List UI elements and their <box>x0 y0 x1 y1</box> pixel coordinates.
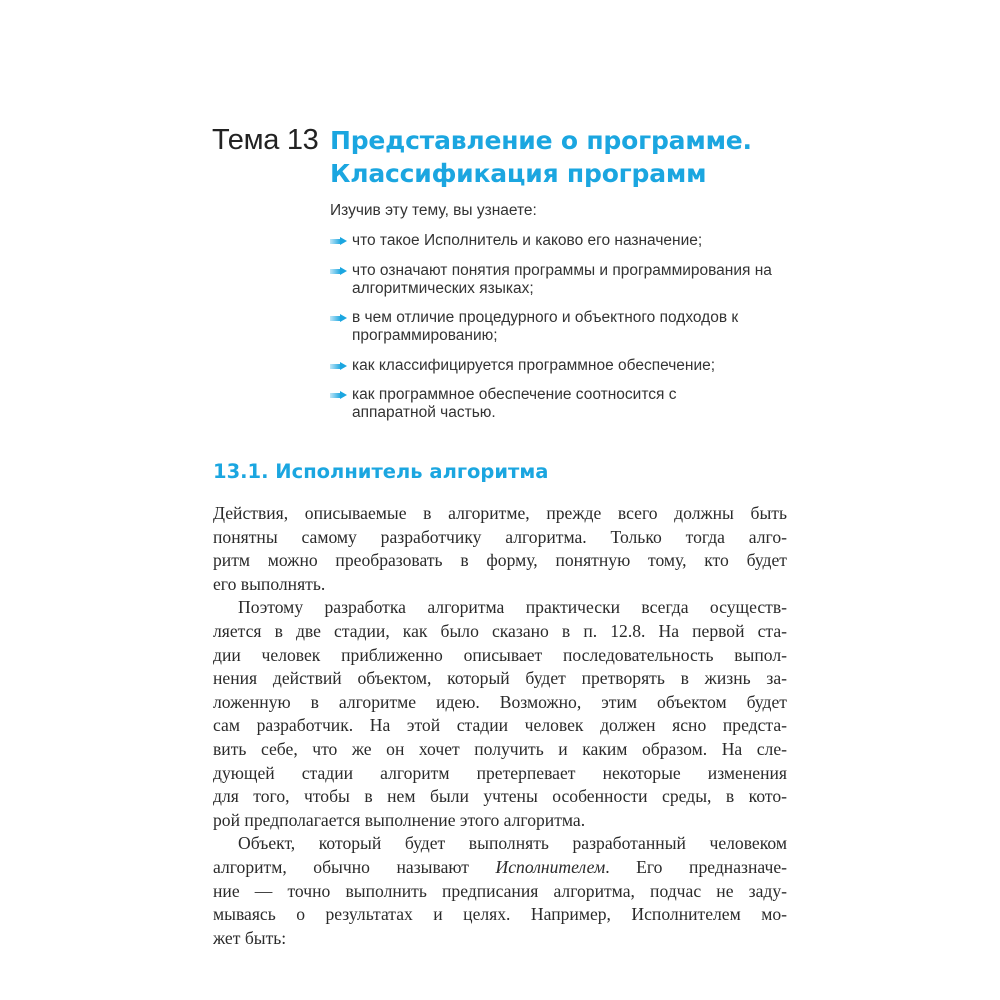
list-item <box>330 262 800 298</box>
topic-title <box>330 124 752 190</box>
list-item-text: как классифицируется программное обеспечение; <box>352 356 716 374</box>
text-line <box>213 856 787 880</box>
arrow-right-icon <box>330 391 347 399</box>
learning-objectives-list <box>330 232 800 434</box>
intro-lead: Изучив эту тему, вы узнаете: <box>330 202 537 219</box>
topic-title-line: Классификация программ <box>330 159 707 188</box>
paragraph <box>213 832 787 950</box>
text-line: для того, чтобы в нем были учтены особенности среды, в кото- <box>213 786 787 807</box>
text-line: ние — точно выполнить предписания алгоритма, подчас не заду- <box>213 880 787 901</box>
text-line: вить себе, что же он хочет получить и каким образом. На сле- <box>213 738 787 759</box>
text-line: рой предполагается выполнение этого алгоритма. <box>213 809 586 830</box>
paragraph <box>213 502 787 596</box>
paragraph <box>213 596 787 832</box>
arrow-right-icon <box>330 267 347 275</box>
text-line: его выполнять. <box>213 573 326 594</box>
body-text <box>213 502 787 950</box>
list-item-text: что означают понятия программы и программирования на алгоритмических языках; <box>352 261 772 297</box>
list-item-text: в чем отличие процедурного и объектного подходов к программированию; <box>352 309 739 344</box>
text-line: ляется в две стадии, как было сказано в п. 12.8. На первой ста- <box>213 620 787 641</box>
arrow-right-icon <box>330 314 347 322</box>
arrow-right-icon <box>330 237 347 245</box>
topic-title-line: Представление о программе. <box>330 126 752 155</box>
text-segment: алгоритм, обычно называют <box>213 856 496 877</box>
text-line: Поэтому разработка алгоритма практически всегда осуществ- <box>238 597 787 618</box>
text-line: мываясь о результатах и целях. Например, Исполнителем мо- <box>213 904 787 925</box>
text-line: Действия, описываемые в алгоритме, прежде всего должны быть <box>213 503 787 523</box>
text-line: дующей стадии алгоритм претерпевает некоторые изменения <box>213 762 787 783</box>
text-line: Объект, который будет выполнять разработанный человеком <box>238 833 787 854</box>
list-item-text: что такое Исполнитель и каково его назначение; <box>352 232 703 249</box>
text-line: ритм можно преобразовать в форму, понятную тому, кто будет <box>213 550 787 571</box>
list-item-text: как программное обеспечение соотносится с аппаратной частью. <box>352 386 677 421</box>
text-line: нения действий объектом, который будет претворять в жизнь за- <box>213 668 787 689</box>
list-item <box>330 309 800 345</box>
text-line: ложенную в алгоритме идею. Возможно, этим объектом будет <box>213 691 787 712</box>
topic-label: Тема 13 <box>212 124 319 156</box>
list-item <box>330 386 800 422</box>
list-item <box>330 357 800 375</box>
section-heading: 13.1. Исполнитель алгоритма <box>213 460 549 483</box>
text-line: жет быть: <box>213 927 287 948</box>
text-line: дии человек приближенно описывает последовательность выпол- <box>213 644 787 665</box>
arrow-right-icon <box>330 362 347 370</box>
text-segment: . Его предназначе- <box>605 856 787 877</box>
list-item <box>330 232 800 250</box>
italic-term: Исполнителем <box>495 856 606 877</box>
text-line: понятны самому разработчику алгоритма. Только тогда алго- <box>213 526 787 547</box>
text-line: сам разработчик. На этой стадии человек должен ясно предста- <box>213 715 787 736</box>
